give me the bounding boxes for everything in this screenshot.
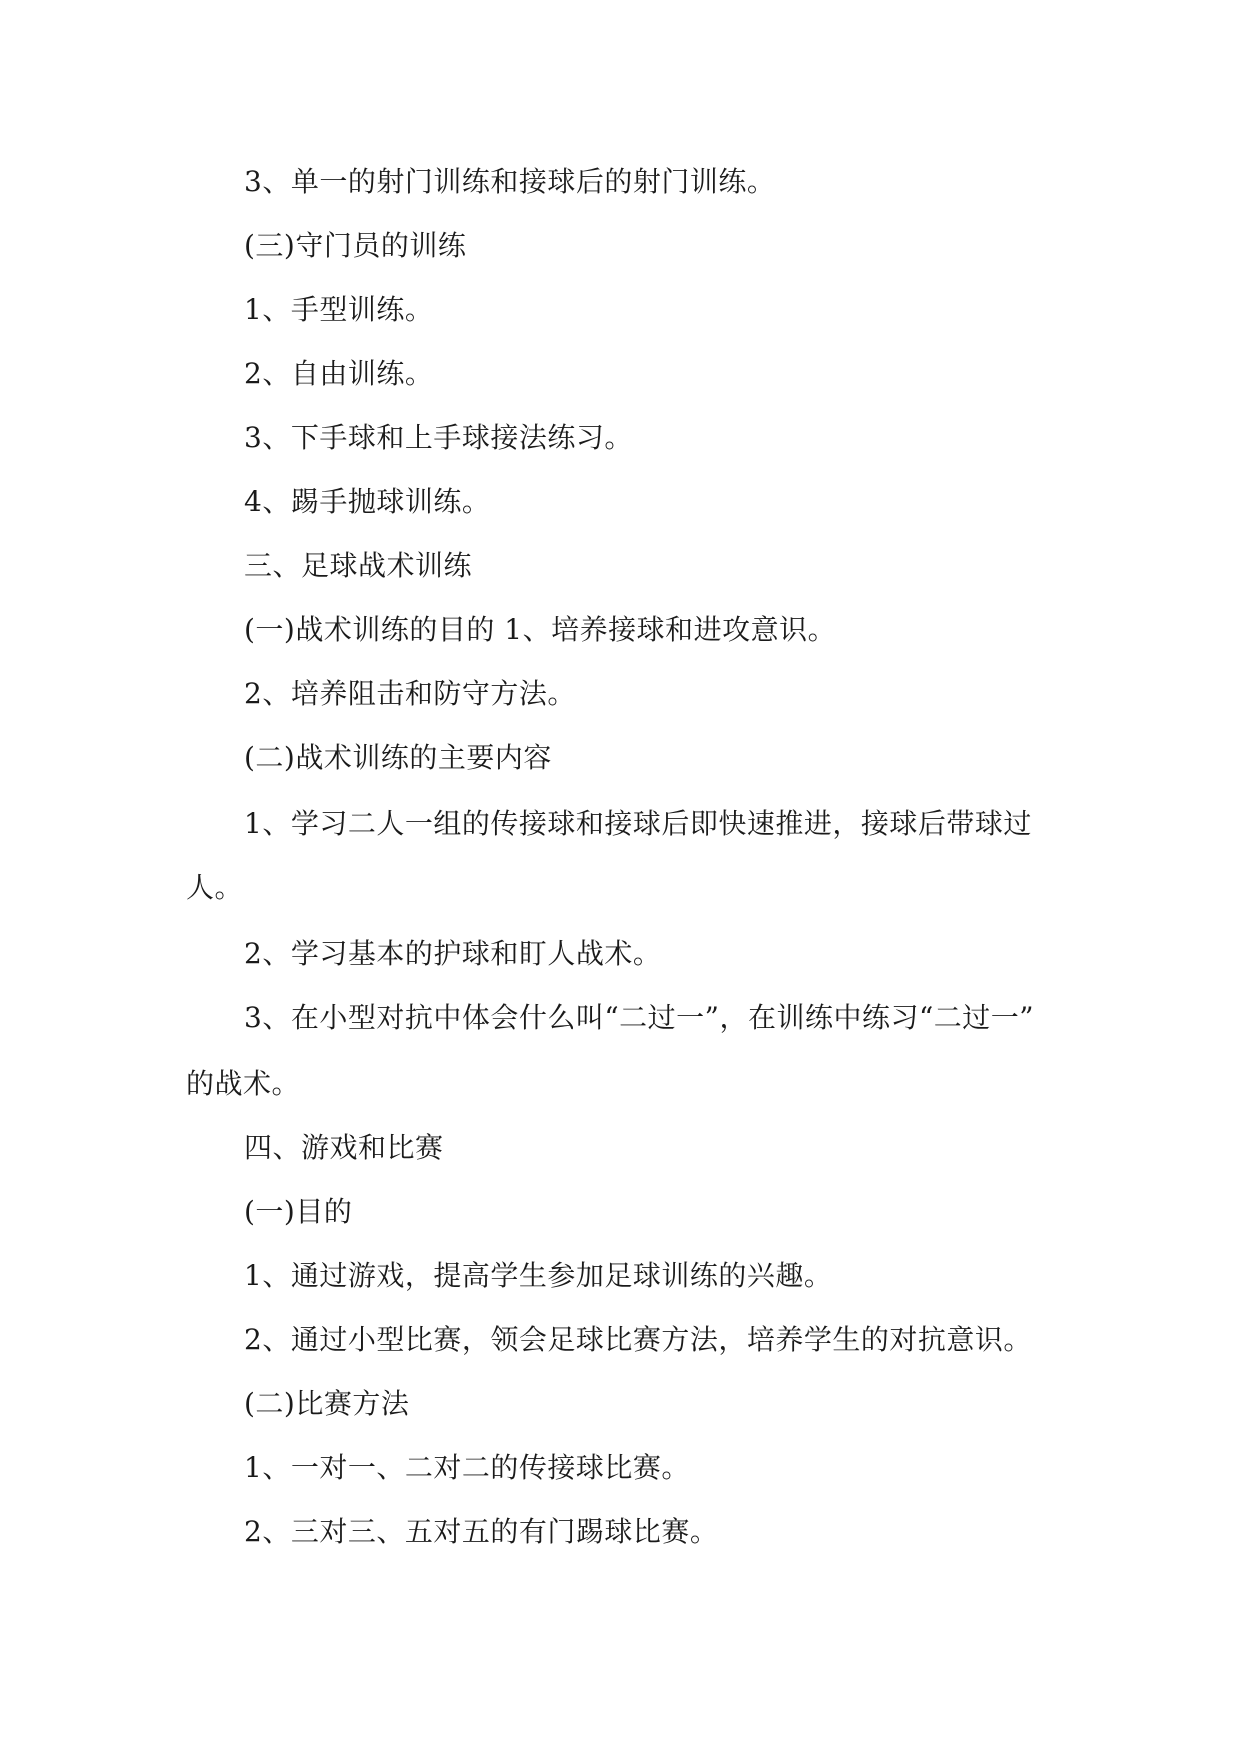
subheading-match-methods: (二)比赛方法 bbox=[244, 1387, 410, 1420]
paragraph-two-on-one-line1: 3、在小型对抗中体会什么叫“二过一”，在训练中练习“二过一” bbox=[244, 1001, 1035, 1034]
section-heading-games: 四、游戏和比赛 bbox=[244, 1131, 444, 1164]
section-heading-tactics: 三、足球战术训练 bbox=[244, 549, 473, 582]
list-item-ball-protection: 2、学习基本的护球和盯人战术。 bbox=[244, 937, 662, 970]
list-item-goal-matches: 2、三对三、五对五的有门踢球比赛。 bbox=[244, 1515, 719, 1548]
subheading-games-purpose: (一)目的 bbox=[244, 1195, 353, 1228]
paragraph-passing-line2: 人。 bbox=[186, 871, 244, 904]
paragraph-passing-line1: 1、学习二人一组的传接球和接球后即快速推进，接球后带球过 bbox=[244, 807, 1032, 840]
list-item-hand-shape: 1、手型训练。 bbox=[244, 293, 434, 326]
subheading-goalkeeper-training: (三)守门员的训练 bbox=[244, 229, 467, 262]
list-item-passing-matches: 1、一对一、二对二的传接球比赛。 bbox=[244, 1451, 690, 1484]
list-item-defense: 2、培养阻击和防守方法。 bbox=[244, 677, 576, 710]
list-item-catching-practice: 3、下手球和上手球接法练习。 bbox=[244, 421, 633, 454]
paragraph-two-on-one-line2: 的战术。 bbox=[186, 1067, 301, 1100]
subheading-tactics-content: (二)战术训练的主要内容 bbox=[244, 741, 552, 774]
list-item-small-matches: 2、通过小型比赛，领会足球比赛方法，培养学生的对抗意识。 bbox=[244, 1323, 1032, 1356]
list-item-games-interest: 1、通过游戏，提高学生参加足球训练的兴趣。 bbox=[244, 1259, 833, 1292]
list-item-shooting-drill: 3、单一的射门训练和接球后的射门训练。 bbox=[244, 165, 776, 198]
list-item-kick-throw: 4、踢手抛球训练。 bbox=[244, 485, 491, 518]
subheading-tactics-purpose: (一)战术训练的目的 1、培养接球和进攻意识。 bbox=[244, 613, 837, 646]
list-item-free-training: 2、自由训练。 bbox=[244, 357, 434, 390]
